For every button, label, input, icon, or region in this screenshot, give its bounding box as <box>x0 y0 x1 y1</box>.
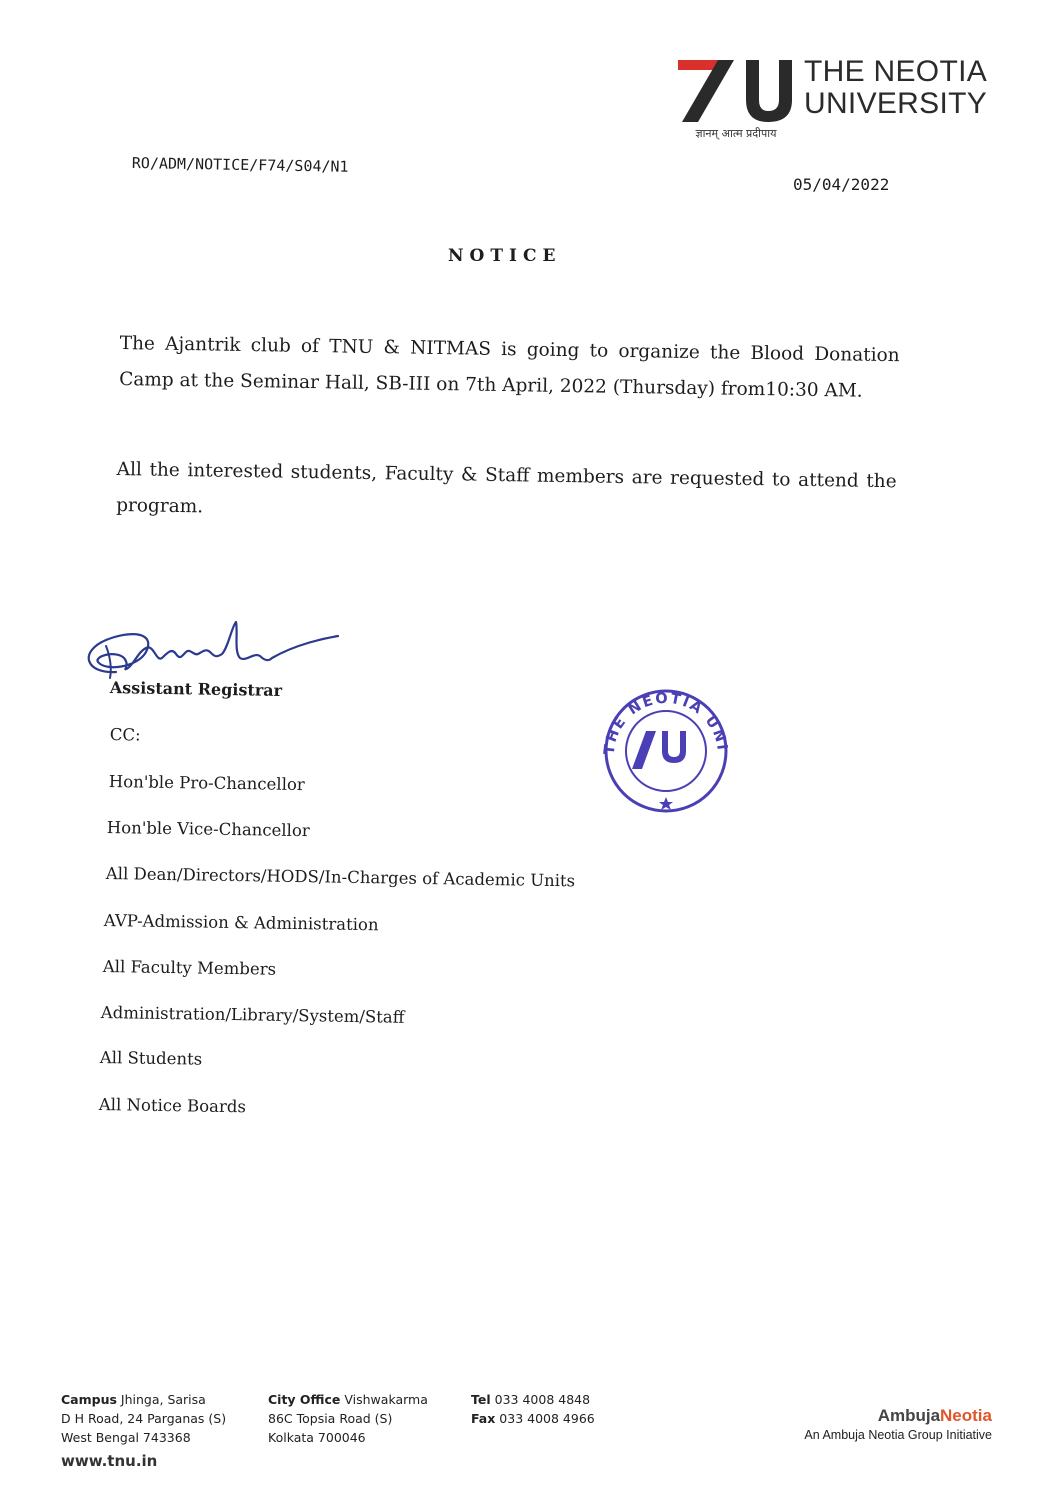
university-name-line2: UNIVERSITY <box>804 87 988 120</box>
footer-contact <box>471 1390 595 1428</box>
university-logo <box>676 56 996 146</box>
footer-city-label: City Office <box>268 1392 341 1407</box>
notice-title: NOTICE <box>448 246 562 266</box>
cc-recipient: Hon'ble Vice-Chancellor <box>106 818 310 841</box>
university-name-line1: THE NEOTIA <box>804 55 988 88</box>
cc-recipient: Hon'ble Pro-Chancellor <box>108 772 305 795</box>
reference-number: RO/ADM/NOTICE/F74/S04/N1 <box>131 154 349 176</box>
cc-recipient: AVP-Admission & Administration <box>103 911 379 935</box>
footer-city-line2: 86C Topsia Road (S) <box>268 1411 393 1426</box>
footer-campus-line2: D H Road, 24 Parganas (S) <box>61 1411 227 1426</box>
university-seal <box>592 685 740 819</box>
website-link[interactable]: www.tnu.in <box>61 1452 158 1470</box>
brand-ambuja: Ambuja <box>877 1406 941 1425</box>
svg-text:THE NEOTIA UNIVERSITY: THE NEOTIA UNI <box>601 690 730 756</box>
cc-recipient: All Dean/Directors/HODS/In-Charges of Academic Units <box>105 864 576 891</box>
footer-campus-label: Campus <box>61 1392 117 1407</box>
notice-paragraph-1: The Ajantrik club of TNU & NITMAS is going to organize the Blood Donation Camp at the Seminar Hall, SB-III on 7th April, 2022 (Thursday) from10:30 AM. <box>118 332 900 402</box>
footer-fax-number: 033 4008 4966 <box>499 1411 595 1426</box>
tnu-logo-mark-icon <box>676 56 798 128</box>
footer-city-line3: Kolkata 700046 <box>268 1430 366 1445</box>
cc-recipient: All Students <box>99 1048 203 1069</box>
footer-campus-line3: West Bengal 743368 <box>61 1430 191 1445</box>
brand-logo-text <box>800 1406 992 1426</box>
cc-recipient: All Notice Boards <box>98 1095 247 1117</box>
footer-campus-line1: Jhinga, Sarisa <box>120 1392 206 1407</box>
notice-paragraph-2: All the interested students, Faculty & Staff members are requested to attend the program. <box>115 458 897 518</box>
cc-label: CC: <box>109 725 141 745</box>
university-name <box>804 56 987 120</box>
university-tagline: ज्ञानम् आत्म प्रदीपाय <box>695 127 777 140</box>
footer-fax-label: Fax <box>471 1411 496 1426</box>
footer-city-office-address <box>268 1390 428 1447</box>
footer-city-line1: Vishwakarma <box>344 1392 428 1407</box>
brand-neotia: Neotia <box>940 1406 992 1425</box>
footer-tel-number: 033 4008 4848 <box>494 1392 591 1407</box>
brand-tagline: An Ambuja Neotia Group Initiative <box>804 1428 992 1442</box>
cc-recipient: Administration/Library/System/Staff <box>100 1003 405 1027</box>
cc-recipient: All Faculty Members <box>102 957 277 979</box>
footer-campus-address <box>61 1390 226 1447</box>
signatory-title: Assistant Registrar <box>109 678 283 701</box>
footer-tel-label: Tel <box>471 1392 491 1407</box>
ambuja-neotia-brand <box>800 1406 992 1442</box>
notice-date: 05/04/2022 <box>793 175 890 194</box>
